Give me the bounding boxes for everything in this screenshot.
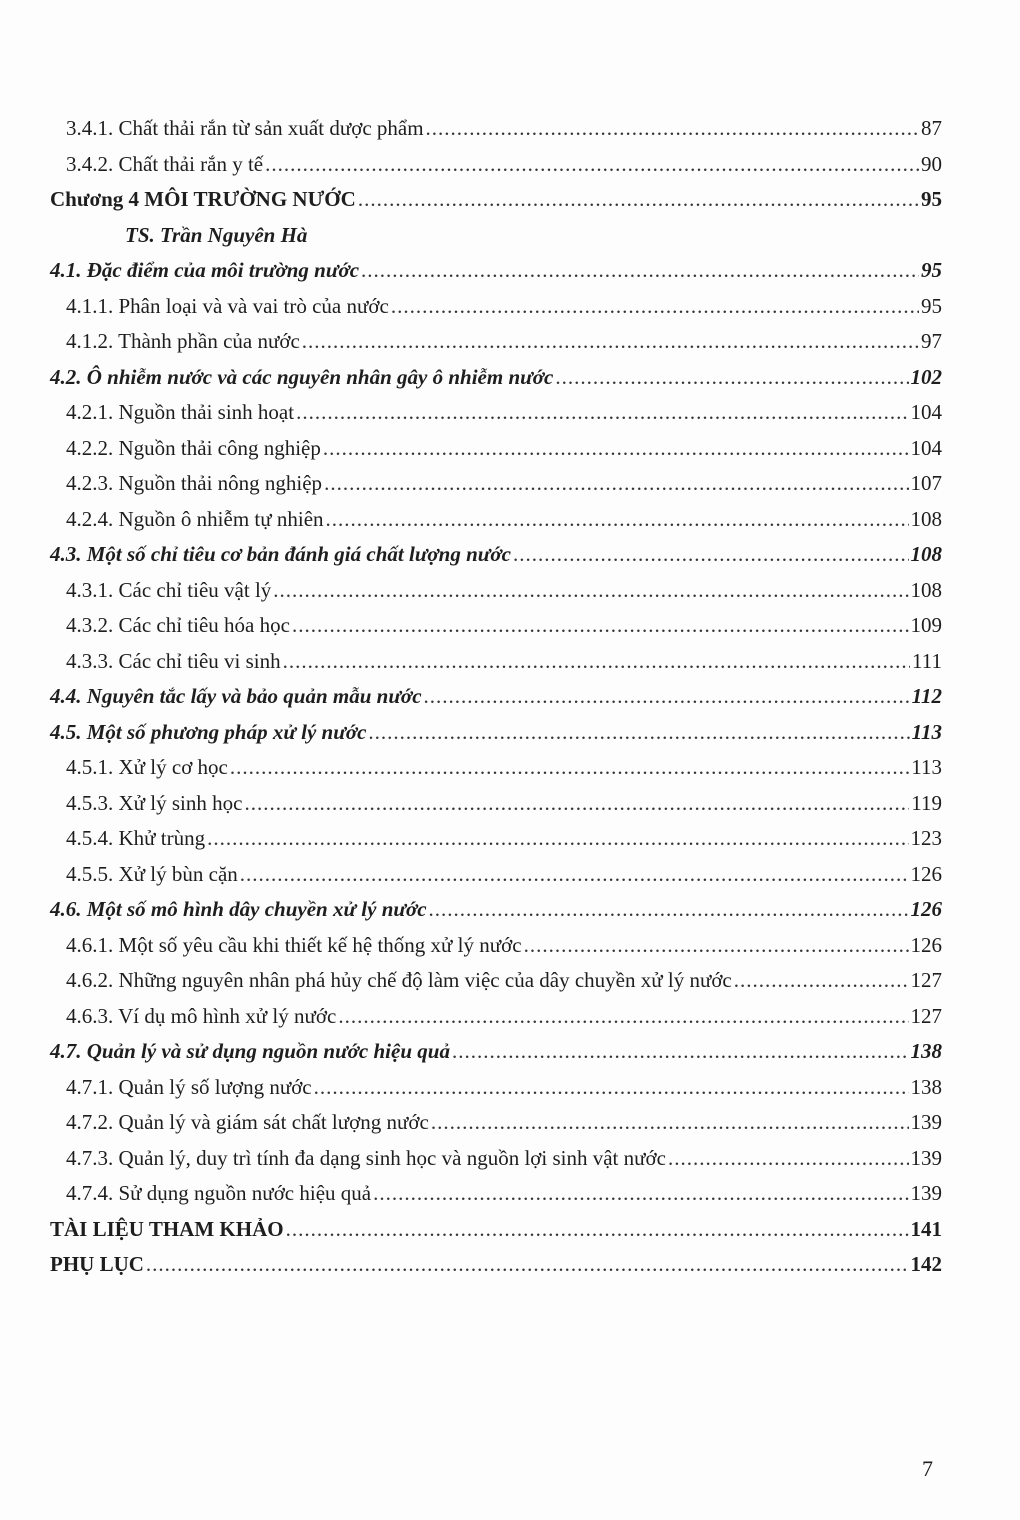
toc-entry-page: 108	[910, 506, 942, 531]
toc-entry-title: 4.6. Một số mô hình dây chuyền xử lý nước	[50, 897, 427, 921]
dot-leader	[338, 999, 908, 1035]
toc-entry-page: 113	[911, 719, 942, 744]
toc-entry-section	[50, 537, 942, 573]
toc-entry-title: 4.7.3. Quản lý, duy trì tính đa dạng sinh học và nguồn lợi sinh vật nước	[66, 1145, 666, 1170]
dot-leader	[513, 537, 909, 573]
toc-entry-title: 4.5. Một số phương pháp xử lý nước	[50, 719, 367, 744]
dot-leader	[361, 253, 919, 289]
toc-entry-sub	[50, 431, 942, 467]
dot-leader	[146, 1247, 909, 1283]
toc-entry-section	[50, 892, 942, 928]
toc-entry-page: 102	[910, 364, 942, 389]
toc-entry-title: 4.5.4. Khử trùng	[66, 826, 206, 850]
toc-entry-page: 108	[910, 577, 942, 602]
toc-entry-page: 109	[910, 613, 942, 637]
toc-entry-title: 4.1. Đặc điểm của môi trường nước	[50, 258, 360, 282]
toc-entry-page: 104	[910, 435, 942, 460]
toc-entry-page: 97	[921, 329, 942, 353]
toc-entry-section	[50, 253, 942, 289]
toc-entry-title: 4.3.3. Các chỉ tiêu vi sinh	[66, 648, 281, 673]
toc-entry-sub	[50, 1176, 942, 1212]
toc-entry-sub	[50, 1105, 942, 1141]
dot-leader	[286, 1212, 909, 1248]
dot-leader	[524, 928, 909, 964]
toc-entry-sub	[50, 324, 942, 360]
toc-entry-sub	[50, 999, 942, 1035]
toc-entry-page: 139	[910, 1145, 942, 1170]
dot-leader	[207, 821, 908, 857]
toc-entry-page: 126	[910, 897, 942, 921]
toc-entry-title: 4.5.1. Xử lý cơ học	[66, 755, 228, 779]
toc-entry-page: 138	[910, 1074, 942, 1099]
toc-entry-page: 127	[910, 1003, 942, 1028]
dot-leader	[302, 324, 919, 360]
toc-entry-page: 142	[910, 1252, 942, 1276]
toc-entry-title: 4.7.2. Quản lý và giám sát chất lượng nước	[66, 1110, 429, 1134]
toc-entry-page: 87	[921, 116, 942, 140]
toc-entry-title: 4.1.1. Phân loại và và vai trò của nước	[66, 293, 389, 318]
toc-entry-page: 126	[910, 932, 942, 957]
dot-leader	[555, 360, 908, 396]
toc-entry-title: 4.3.1. Các chỉ tiêu vật lý	[66, 577, 272, 602]
dot-leader	[314, 1070, 909, 1106]
dot-leader	[734, 963, 909, 999]
toc-entry-sub	[50, 750, 942, 786]
toc-entry-sub	[50, 928, 942, 964]
toc-entry-sub	[50, 502, 942, 538]
toc-entry-title: TÀI LIỆU THAM KHẢO	[50, 1216, 284, 1241]
dot-leader	[240, 857, 909, 893]
toc-entry-page: 108	[910, 542, 942, 566]
toc-entry-title: 4.3. Một số chỉ tiêu cơ bản đánh giá chất lượng nước	[50, 542, 511, 566]
toc-entry-title: 4.6.1. Một số yêu cầu khi thiết kế hệ thống xử lý nước	[66, 932, 522, 957]
toc-entry-sub	[50, 395, 942, 431]
dot-leader	[230, 750, 909, 786]
dot-leader	[452, 1034, 909, 1070]
toc-entry-chapter	[50, 1247, 942, 1283]
toc-entry-page: 107	[910, 471, 942, 495]
toc-entry-sub	[50, 573, 942, 609]
toc-entry-title: 4.2.1. Nguồn thải sinh hoạt	[66, 400, 295, 424]
toc-entry-sub	[50, 1141, 942, 1177]
toc-entry-section	[50, 360, 942, 396]
toc-entry-title: 4.7.4. Sử dụng nguồn nước hiệu quả	[66, 1181, 372, 1205]
toc-entry-title: 4.2.3. Nguồn thải nông nghiệp	[66, 471, 323, 495]
toc-entry-page: 126	[910, 861, 942, 886]
toc-entry-page: 104	[910, 400, 942, 424]
toc-entry-page: 138	[910, 1039, 942, 1063]
table-of-contents	[50, 111, 942, 1283]
dot-leader	[668, 1141, 909, 1177]
toc-entry-title: 3.4.1. Chất thải rắn từ sản xuất dược phẩm	[66, 116, 424, 140]
toc-entry-title: 4.6.3. Ví dụ mô hình xử lý nước	[66, 1003, 337, 1028]
toc-entry-page: 123	[910, 826, 942, 850]
toc-entry-title: 4.5.5. Xử lý bùn cặn	[66, 861, 238, 886]
toc-entry-page: 141	[910, 1216, 942, 1241]
toc-entry-title: Chương 4 MÔI TRƯỜNG NƯỚC	[50, 187, 356, 211]
dot-leader	[296, 395, 908, 431]
dot-leader	[265, 147, 919, 183]
toc-entry-page: 127	[910, 968, 942, 992]
toc-entry-title: 4.4. Nguyên tắc lấy và bảo quản mẫu nước	[50, 684, 422, 708]
toc-entry-page: 112	[911, 684, 942, 708]
toc-entry-chapter	[50, 182, 942, 218]
toc-entry-chapter	[50, 1212, 942, 1248]
dot-leader	[368, 715, 909, 751]
toc-entry-section	[50, 679, 942, 715]
dot-leader	[431, 1105, 909, 1141]
toc-entry-sub	[50, 644, 942, 680]
toc-entry-title: 4.2.2. Nguồn thải công nghiệp	[66, 435, 321, 460]
toc-entry-section	[50, 1034, 942, 1070]
toc-entry-sub	[50, 857, 942, 893]
toc-entry-title: 4.2. Ô nhiễm nước và các nguyên nhân gây ô nhiễm nước	[50, 364, 554, 389]
toc-entry-title: 4.3.2. Các chỉ tiêu hóa học	[66, 613, 290, 637]
toc-entry-page: 95	[921, 258, 942, 282]
dot-leader	[391, 289, 919, 325]
dot-leader	[244, 786, 909, 822]
toc-entry-sub	[50, 111, 942, 147]
dot-leader	[283, 644, 910, 680]
page-number: 7	[922, 1456, 933, 1481]
toc-entry-title: PHỤ LỤC	[50, 1252, 144, 1276]
toc-entry-title: 4.7.1. Quản lý số lượng nước	[66, 1074, 312, 1099]
dot-leader	[429, 892, 909, 928]
toc-entry-page: 139	[910, 1110, 942, 1134]
chapter-author: TS. Trần Nguyên Hà	[125, 222, 308, 247]
toc-entry-sub	[50, 608, 942, 644]
dot-leader	[424, 679, 910, 715]
dot-leader	[323, 431, 909, 467]
toc-entry-page: 90	[921, 151, 942, 176]
toc-entry-sub	[50, 786, 942, 822]
toc-entry-page: 113	[911, 755, 942, 779]
toc-entry-sub	[50, 963, 942, 999]
toc-entry-title: 4.2.4. Nguồn ô nhiễm tự nhiên	[66, 506, 324, 531]
toc-entry-page: 95	[921, 293, 942, 318]
toc-entry-section	[50, 715, 942, 751]
toc-entry-sub	[50, 821, 942, 857]
toc-entry-title: 3.4.2. Chất thải rắn y tế	[66, 151, 264, 176]
dot-leader	[324, 466, 908, 502]
toc-entry-page: 111	[912, 648, 942, 673]
toc-entry-sub	[50, 147, 942, 183]
toc-entry-title: 4.7. Quản lý và sử dụng nguồn nước hiệu quả	[50, 1039, 450, 1063]
toc-entry-sub	[50, 466, 942, 502]
toc-entry-title: 4.6.2. Những nguyên nhân phá hủy chế độ làm việc của dây chuyền xử lý nước	[66, 968, 732, 992]
toc-entry-sub	[50, 1070, 942, 1106]
toc-entry-page: 119	[911, 790, 942, 815]
dot-leader	[326, 502, 909, 538]
toc-entry-page: 95	[921, 187, 942, 211]
dot-leader	[358, 182, 919, 218]
dot-leader	[426, 111, 919, 147]
toc-entry-title: 4.1.2. Thành phần của nước	[66, 329, 300, 353]
toc-entry-title: 4.5.3. Xử lý sinh học	[66, 790, 243, 815]
dot-leader	[292, 608, 909, 644]
toc-entry-sub	[50, 289, 942, 325]
toc-entry-page: 139	[910, 1181, 942, 1205]
dot-leader	[373, 1176, 908, 1212]
dot-leader	[273, 573, 908, 609]
